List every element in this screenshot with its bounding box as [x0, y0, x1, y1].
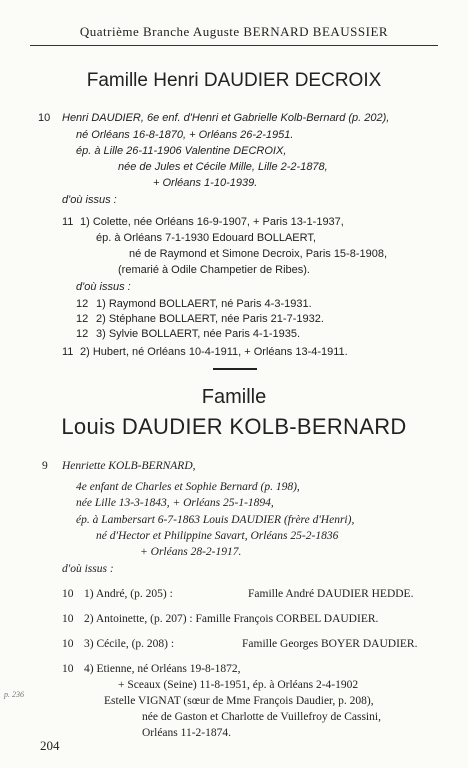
entry-line: 1) André, (p. 205) :	[84, 588, 173, 600]
gen-num: 10	[62, 613, 74, 625]
section2-subtitle: Famille	[201, 386, 267, 408]
gen-num: 10	[62, 663, 74, 675]
entry-line: 2) Antoinette, (p. 207) : Famille François CORBEL DAUDIER.	[84, 613, 379, 625]
gen-num: 9	[42, 460, 48, 472]
entry-line: née Lille 13-3-1843, + Orléans 25-1-1894,	[76, 497, 274, 509]
gen-num: 11	[62, 216, 74, 228]
entry-line: + Sceaux (Seine) 11-8-1951, ép. à Orléans 2-4-1902	[118, 679, 359, 691]
entry-line: ép. à Orléans 7-1-1930 Edouard BOLLAERT,	[96, 232, 316, 244]
running-header: Quatrième Branche Auguste BERNARD BEAUSSIER	[79, 24, 389, 39]
entry-line: ép. à Lille 26-11-1906 Valentine DECROIX,	[76, 145, 287, 157]
entry-line: né de Raymond et Simone Decroix, Paris 15-8-1908,	[129, 248, 388, 260]
entry-line: 2) Hubert, né Orléans 10-4-1911, + Orléans 13-4-1911.	[80, 346, 348, 358]
section-separator	[213, 368, 257, 370]
gen-num: 10	[62, 638, 74, 650]
gen-num: 12	[76, 328, 89, 340]
entry-line: ép. à Lambersart 6-7-1863 Louis DAUDIER (frère d'Henri),	[76, 514, 355, 526]
entry-line: Henri DAUDIER, 6e enf. d'Henri et Gabrielle Kolb-Bernard (p. 202),	[62, 112, 390, 124]
gen-num: 12	[76, 298, 89, 310]
entry-line: 4e enfant de Charles et Sophie Bernard (p. 198),	[76, 481, 300, 493]
gen-num: 10	[62, 588, 74, 600]
family-ref: Famille André DAUDIER HEDDE.	[248, 588, 414, 600]
gen-num: 11	[62, 346, 74, 358]
entry-line: née de Jules et Cécile Mille, Lille 2-2-1878,	[118, 161, 328, 173]
entry-line: 4) Etienne, né Orléans 19-8-1872,	[84, 663, 241, 675]
entry-line: + Orléans 1-10-1939.	[153, 177, 258, 189]
family-ref: Famille Georges BOYER DAUDIER.	[242, 638, 418, 650]
section1-title: Famille Henri DAUDIER DECROIX	[86, 70, 382, 91]
entry-line: Estelle VIGNAT (sœur de Mme François Daudier, p. 208),	[104, 695, 374, 707]
header-rule	[30, 45, 438, 46]
entry-line: né Orléans 16-8-1870, + Orléans 26-2-1951.	[76, 129, 294, 141]
entry-line: 1) Raymond BOLLAERT, né Paris 4-3-1931.	[96, 298, 312, 310]
gen-num: 10	[38, 112, 51, 124]
entry-line: 3) Sylvie BOLLAERT, née Paris 4-1-1935.	[96, 328, 301, 340]
margin-annotation: p. 236	[4, 690, 24, 699]
entry-line: + Orléans 28-2-1917.	[140, 546, 242, 558]
section2-title: Louis DAUDIER KOLB-BERNARD	[61, 414, 407, 439]
entry-line: (remarié à Odile Champetier de Ribes).	[118, 264, 310, 276]
entry-line: Henriette KOLB-BERNARD,	[62, 460, 196, 472]
entry-line: 3) Cécile, (p. 208) :	[84, 638, 175, 650]
entry-line: 2) Stéphane BOLLAERT, née Paris 21-7-1932.	[96, 313, 324, 325]
entry-line: d'où issus :	[76, 281, 131, 293]
entry-line: 1) Colette, née Orléans 16-9-1907, + Paris 13-1-1937,	[80, 216, 344, 228]
entry-line: d'où issus :	[62, 563, 114, 575]
entry-line: d'où issus :	[62, 194, 117, 206]
gen-num: 12	[76, 313, 89, 325]
entry-line: née de Gaston et Charlotte de Vuillefroy de Cassini,	[142, 711, 381, 723]
entry-line: né d'Hector et Philippine Savart, Orléans 25-2-1836	[96, 530, 339, 542]
entry-line: Orléans 11-2-1874.	[142, 727, 231, 739]
page-number: 204	[40, 738, 60, 753]
